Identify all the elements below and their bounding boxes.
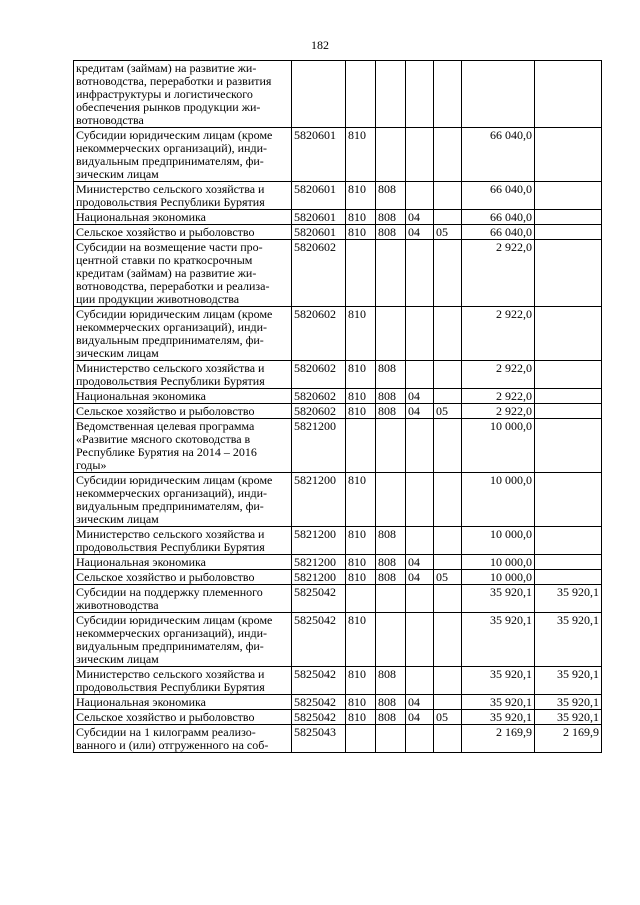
page-number: 182 (311, 38, 329, 52)
row-name-cell: Национальная экономика (74, 210, 292, 225)
table-row (74, 585, 602, 613)
table-row (74, 61, 602, 128)
ministry-code-cell (376, 725, 406, 753)
section-code-cell (406, 473, 434, 527)
subsection-code-cell (434, 307, 462, 361)
expense-type-cell: 810 (346, 182, 376, 210)
subsection-code-cell (434, 61, 462, 128)
amount-federal-cell (535, 225, 602, 240)
row-name-cell: Министерство сельского хозяйства и продовольствия Республики Бурятия (74, 527, 292, 555)
row-name-cell: Субсидии юридическим лицам (кроме некоммерческих организаций), инди- видуальным предпринимателям, фи- зическим лицам (74, 613, 292, 667)
row-name-cell: Субсидии на поддержку племенного животноводства (74, 585, 292, 613)
row-name-cell: Сельское хозяйство и рыболовство (74, 710, 292, 725)
table-row (74, 404, 602, 419)
section-code-cell: 04 (406, 404, 434, 419)
ministry-code-cell: 808 (376, 210, 406, 225)
amount-2014-cell (462, 61, 535, 128)
expense-type-cell: 810 (346, 473, 376, 527)
expense-type-cell: 810 (346, 361, 376, 389)
row-name-cell: Субсидии юридическим лицам (кроме некоммерческих организаций), инди- видуальным предпринимателям, фи- зическим лицам (74, 473, 292, 527)
amount-2014-cell: 2 922,0 (462, 307, 535, 361)
amount-2014-cell: 10 000,0 (462, 473, 535, 527)
ministry-code-cell: 808 (376, 570, 406, 585)
section-code-cell (406, 307, 434, 361)
ministry-code-cell (376, 128, 406, 182)
amount-2014-cell: 2 922,0 (462, 389, 535, 404)
amount-2014-cell: 35 920,1 (462, 613, 535, 667)
amount-federal-cell (535, 307, 602, 361)
ministry-code-cell (376, 61, 406, 128)
section-code-cell: 04 (406, 695, 434, 710)
subsection-code-cell (434, 613, 462, 667)
ministry-code-cell: 808 (376, 667, 406, 695)
subsection-code-cell (434, 585, 462, 613)
amount-2014-cell: 2 922,0 (462, 240, 535, 307)
table-row (74, 389, 602, 404)
subsection-code-cell: 05 (434, 404, 462, 419)
ministry-code-cell (376, 585, 406, 613)
row-name-cell: Министерство сельского хозяйства и продовольствия Республики Бурятия (74, 361, 292, 389)
target-code-cell: 5820601 (292, 182, 346, 210)
ministry-code-cell (376, 419, 406, 473)
table-row (74, 555, 602, 570)
amount-2014-cell: 10 000,0 (462, 527, 535, 555)
amount-2014-cell: 35 920,1 (462, 585, 535, 613)
row-name-cell: Министерство сельского хозяйства и продовольствия Республики Бурятия (74, 182, 292, 210)
ministry-code-cell (376, 613, 406, 667)
ministry-code-cell: 808 (376, 361, 406, 389)
target-code-cell: 5825042 (292, 613, 346, 667)
ministry-code-cell: 808 (376, 710, 406, 725)
expense-type-cell (346, 585, 376, 613)
expense-type-cell: 810 (346, 710, 376, 725)
amount-2014-cell: 66 040,0 (462, 182, 535, 210)
section-code-cell (406, 361, 434, 389)
amount-2014-cell: 35 920,1 (462, 710, 535, 725)
expense-type-cell: 810 (346, 695, 376, 710)
subsection-code-cell (434, 210, 462, 225)
amount-federal-cell: 35 920,1 (535, 585, 602, 613)
row-name-cell: Национальная экономика (74, 555, 292, 570)
section-code-cell (406, 585, 434, 613)
target-code-cell: 5821200 (292, 473, 346, 527)
amount-2014-cell: 10 000,0 (462, 570, 535, 585)
table-row (74, 667, 602, 695)
section-code-cell: 04 (406, 710, 434, 725)
table-row (74, 527, 602, 555)
target-code-cell: 5820602 (292, 389, 346, 404)
subsection-code-cell (434, 695, 462, 710)
ministry-code-cell: 808 (376, 695, 406, 710)
amount-federal-cell (535, 389, 602, 404)
table-row (74, 695, 602, 710)
expense-type-cell: 810 (346, 389, 376, 404)
row-name-cell: Субсидии юридическим лицам (кроме некоммерческих организаций), инди- видуальным предпринимателям, фи- зическим лицам (74, 128, 292, 182)
table-row (74, 240, 602, 307)
target-code-cell: 5820602 (292, 307, 346, 361)
row-name-cell: Сельское хозяйство и рыболовство (74, 570, 292, 585)
amount-federal-cell: 35 920,1 (535, 667, 602, 695)
subsection-code-cell: 05 (434, 710, 462, 725)
target-code-cell: 5821200 (292, 419, 346, 473)
row-name-cell: Ведомственная целевая программа «Развитие мясного скотоводства в Республике Бурятия на 2014 – 2016 годы» (74, 419, 292, 473)
target-code-cell: 5820602 (292, 404, 346, 419)
section-code-cell: 04 (406, 389, 434, 404)
table-row (74, 128, 602, 182)
target-code-cell: 5821200 (292, 555, 346, 570)
expense-type-cell: 810 (346, 307, 376, 361)
amount-2014-cell: 2 922,0 (462, 404, 535, 419)
target-code-cell: 5825043 (292, 725, 346, 753)
ministry-code-cell: 808 (376, 555, 406, 570)
subsection-code-cell (434, 182, 462, 210)
expense-type-cell: 810 (346, 570, 376, 585)
ministry-code-cell: 808 (376, 404, 406, 419)
table-row (74, 361, 602, 389)
table-row (74, 225, 602, 240)
expense-type-cell (346, 419, 376, 473)
budget-table (73, 60, 602, 753)
amount-2014-cell: 66 040,0 (462, 210, 535, 225)
target-code-cell: 5821200 (292, 570, 346, 585)
amount-2014-cell: 66 040,0 (462, 128, 535, 182)
ministry-code-cell: 808 (376, 527, 406, 555)
section-code-cell (406, 240, 434, 307)
target-code-cell: 5820601 (292, 225, 346, 240)
ministry-code-cell: 808 (376, 225, 406, 240)
target-code-cell: 5820601 (292, 210, 346, 225)
amount-2014-cell: 10 000,0 (462, 419, 535, 473)
amount-2014-cell: 66 040,0 (462, 225, 535, 240)
table-row (74, 182, 602, 210)
amount-federal-cell (535, 404, 602, 419)
target-code-cell (292, 61, 346, 128)
row-name-cell: Министерство сельского хозяйства и продовольствия Республики Бурятия (74, 667, 292, 695)
subsection-code-cell (434, 389, 462, 404)
expense-type-cell (346, 725, 376, 753)
row-name-cell: Национальная экономика (74, 695, 292, 710)
subsection-code-cell (434, 555, 462, 570)
expense-type-cell: 810 (346, 667, 376, 695)
amount-federal-cell (535, 210, 602, 225)
row-name-cell: Субсидии юридическим лицам (кроме некоммерческих организаций), инди- видуальным предпринимателям, фи- зическим лицам (74, 307, 292, 361)
table-row (74, 570, 602, 585)
target-code-cell: 5820601 (292, 128, 346, 182)
amount-federal-cell (535, 419, 602, 473)
section-code-cell (406, 182, 434, 210)
target-code-cell: 5825042 (292, 667, 346, 695)
subsection-code-cell: 05 (434, 570, 462, 585)
expense-type-cell: 810 (346, 225, 376, 240)
row-name-cell: Субсидии на 1 килограмм реализо- ванного и (или) отгруженного на соб- (74, 725, 292, 753)
expense-type-cell: 810 (346, 555, 376, 570)
subsection-code-cell (434, 128, 462, 182)
table-row (74, 419, 602, 473)
ministry-code-cell: 808 (376, 389, 406, 404)
amount-2014-cell: 10 000,0 (462, 555, 535, 570)
amount-federal-cell (535, 473, 602, 527)
table-row (74, 473, 602, 527)
row-name-cell: Сельское хозяйство и рыболовство (74, 225, 292, 240)
target-code-cell: 5820602 (292, 361, 346, 389)
section-code-cell (406, 725, 434, 753)
expense-type-cell: 810 (346, 128, 376, 182)
amount-federal-cell (535, 555, 602, 570)
ministry-code-cell (376, 240, 406, 307)
section-code-cell: 04 (406, 570, 434, 585)
amount-federal-cell (535, 361, 602, 389)
expense-type-cell: 810 (346, 527, 376, 555)
expense-type-cell: 810 (346, 404, 376, 419)
subsection-code-cell (434, 667, 462, 695)
row-name-cell: Субсидии на возмещение части про- центной ставки по краткосрочным кредитам (займам) на развитие жи- вотноводства, переработки и реализа- ции продукции животноводства (74, 240, 292, 307)
target-code-cell: 5825042 (292, 585, 346, 613)
expense-type-cell: 810 (346, 210, 376, 225)
target-code-cell: 5825042 (292, 695, 346, 710)
row-name-cell: Сельское хозяйство и рыболовство (74, 404, 292, 419)
subsection-code-cell (434, 473, 462, 527)
subsection-code-cell (434, 725, 462, 753)
section-code-cell (406, 128, 434, 182)
table-row (74, 613, 602, 667)
subsection-code-cell (434, 527, 462, 555)
amount-federal-cell: 35 920,1 (535, 613, 602, 667)
row-name-cell: Национальная экономика (74, 389, 292, 404)
table-row (74, 210, 602, 225)
section-code-cell (406, 613, 434, 667)
expense-type-cell (346, 61, 376, 128)
amount-federal-cell (535, 182, 602, 210)
amount-2014-cell: 2 169,9 (462, 725, 535, 753)
table-row (74, 725, 602, 753)
amount-2014-cell: 35 920,1 (462, 695, 535, 710)
amount-federal-cell (535, 61, 602, 128)
expense-type-cell (346, 240, 376, 307)
table-row (74, 307, 602, 361)
section-code-cell (406, 667, 434, 695)
section-code-cell (406, 61, 434, 128)
subsection-code-cell (434, 419, 462, 473)
subsection-code-cell (434, 240, 462, 307)
section-code-cell: 04 (406, 210, 434, 225)
amount-federal-cell (535, 240, 602, 307)
subsection-code-cell: 05 (434, 225, 462, 240)
target-code-cell: 5825042 (292, 710, 346, 725)
row-name-cell: кредитам (займам) на развитие жи- вотноводства, переработки и развития инфраструктуры и логистического обеспечения рынков продукции жи- вотноводства (74, 61, 292, 128)
section-code-cell (406, 527, 434, 555)
section-code-cell: 04 (406, 225, 434, 240)
ministry-code-cell (376, 307, 406, 361)
ministry-code-cell: 808 (376, 182, 406, 210)
ministry-code-cell (376, 473, 406, 527)
amount-federal-cell (535, 527, 602, 555)
amount-federal-cell: 35 920,1 (535, 695, 602, 710)
amount-2014-cell: 35 920,1 (462, 667, 535, 695)
target-code-cell: 5820602 (292, 240, 346, 307)
amount-federal-cell (535, 570, 602, 585)
section-code-cell: 04 (406, 555, 434, 570)
subsection-code-cell (434, 361, 462, 389)
section-code-cell (406, 419, 434, 473)
amount-federal-cell (535, 128, 602, 182)
amount-federal-cell: 2 169,9 (535, 725, 602, 753)
expense-type-cell: 810 (346, 613, 376, 667)
table-row (74, 710, 602, 725)
amount-federal-cell: 35 920,1 (535, 710, 602, 725)
amount-2014-cell: 2 922,0 (462, 361, 535, 389)
target-code-cell: 5821200 (292, 527, 346, 555)
